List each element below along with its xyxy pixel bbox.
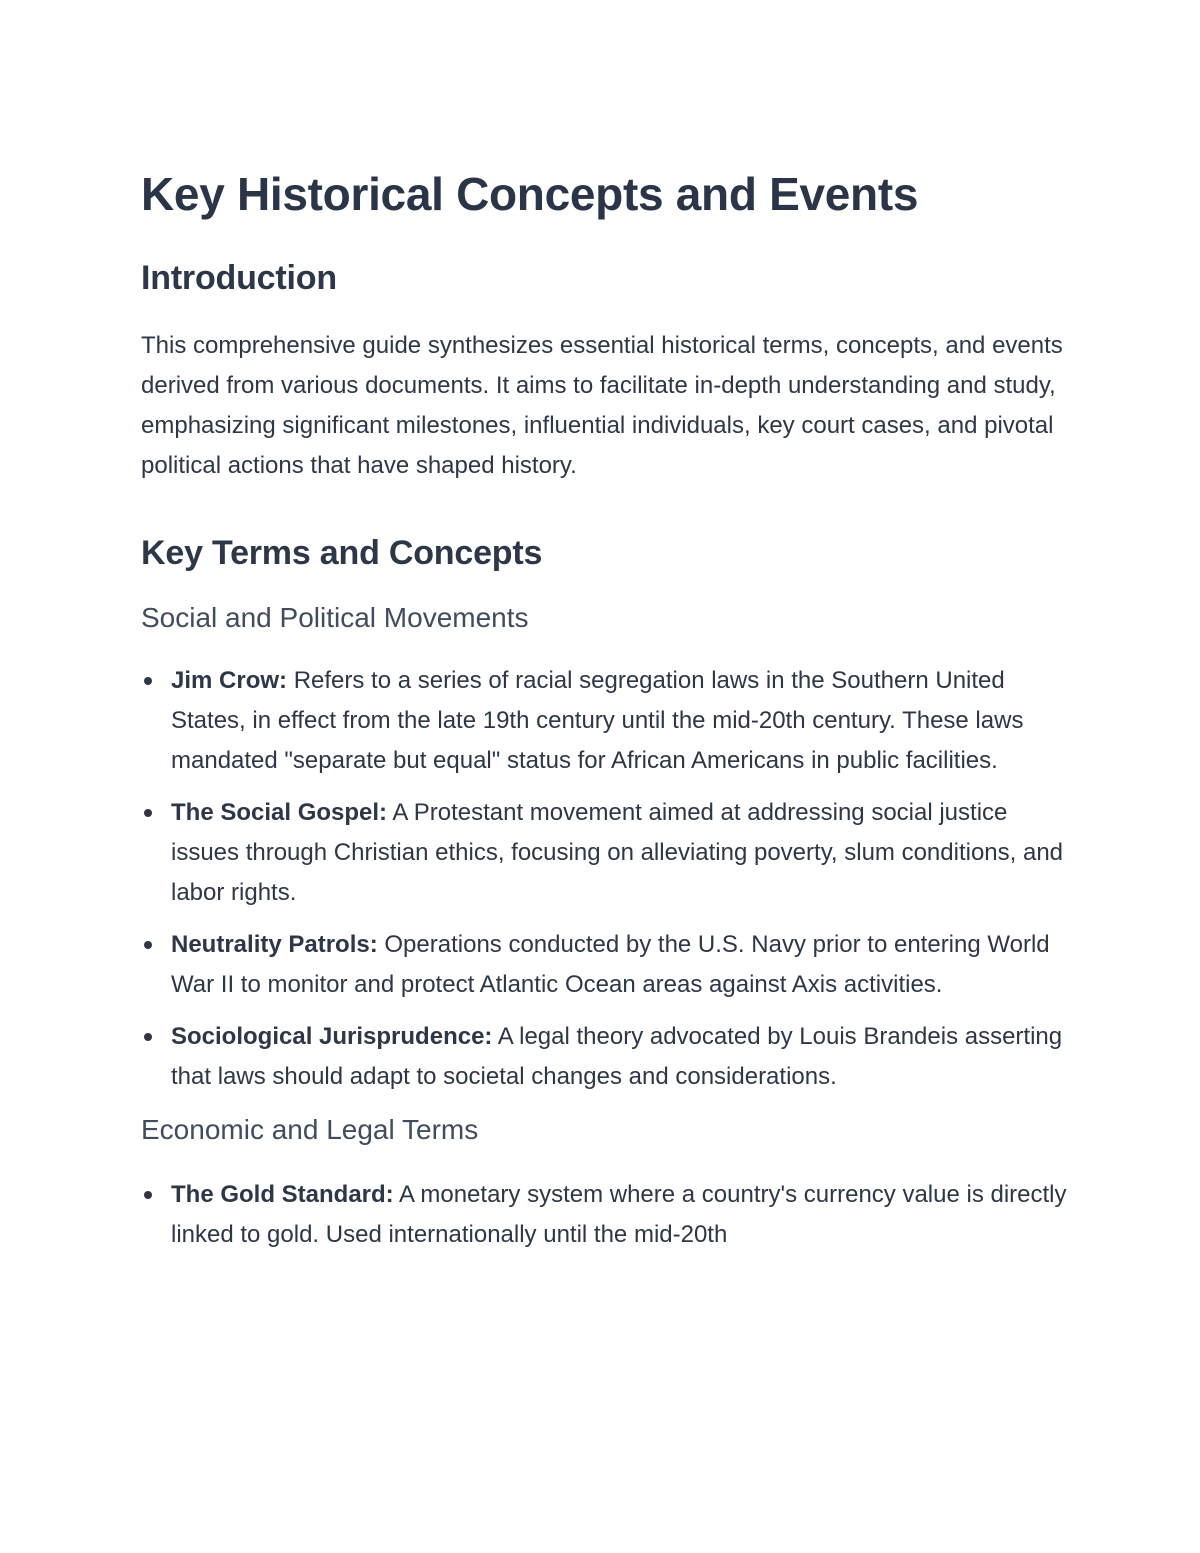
bullet-icon — [144, 809, 152, 817]
list-item — [141, 661, 1071, 781]
social-political-list — [141, 661, 1071, 1097]
term-label: Jim Crow: — [171, 667, 288, 694]
bullet-icon — [144, 1033, 152, 1041]
document-title: Key Historical Concepts and Events — [141, 168, 919, 220]
list-item — [141, 1175, 1071, 1255]
economic-legal-list — [141, 1175, 1071, 1255]
document-page — [141, 165, 1071, 1255]
bullet-icon — [144, 941, 152, 949]
bullet-icon — [144, 1191, 152, 1199]
term-definition: Refers to a series of racial segregation laws in the Southern United States, in effect from the late 19th century until the mid-20th century. These laws mandated "separate but equal" status for African Americans in public facilities. — [171, 667, 1024, 774]
term-definition: A monetary system where a country's currency value is directly linked to gold. Used internationally until the mid-20th — [171, 1181, 1067, 1248]
list-item — [141, 925, 1071, 1005]
key-terms-heading: Key Terms and Concepts — [141, 534, 543, 572]
term-label: Sociological Jurisprudence: — [171, 1023, 493, 1050]
term-label: The Gold Standard: — [171, 1181, 394, 1208]
list-item — [141, 1017, 1071, 1097]
list-item — [141, 793, 1071, 913]
introduction-heading: Introduction — [141, 259, 337, 297]
social-political-heading: Social and Political Movements — [141, 602, 529, 633]
term-label: Neutrality Patrols: — [171, 931, 378, 958]
term-definition: A legal theory advocated by Louis Brandeis asserting that laws should adapt to societal changes and considerations. — [171, 1023, 1063, 1090]
economic-legal-heading: Economic and Legal Terms — [141, 1114, 479, 1145]
term-definition: A Protestant movement aimed at addressing social justice issues through Christian ethics, focusing on alleviating poverty, slum conditions, and labor rights. — [171, 799, 1064, 906]
bullet-icon — [144, 677, 152, 685]
introduction-paragraph: This comprehensive guide synthesizes essential historical terms, concepts, and events derived from various documents. It aims to facilitate in-depth understanding and study, emphasizing significant milestones, influential individuals, key court cases, and pivotal political actions that have shaped history. — [141, 332, 1063, 479]
term-definition: Operations conducted by the U.S. Navy prior to entering World War II to monitor and protect Atlantic Ocean areas against Axis activities. — [171, 931, 1050, 998]
term-label: The Social Gospel: — [171, 799, 388, 826]
